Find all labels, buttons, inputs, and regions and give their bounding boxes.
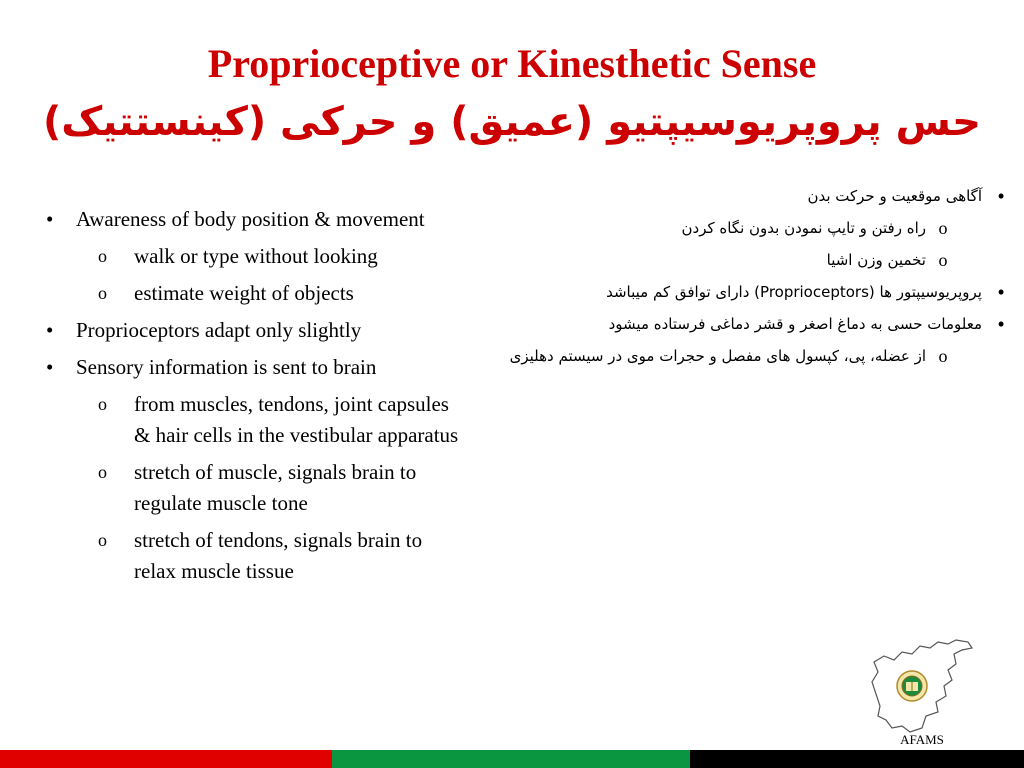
organization-label: AFAMS	[900, 732, 944, 747]
list-item-text: معلومات حسی به دماغ اصغر و قشر دماغی فرستاده میشود	[608, 315, 982, 333]
bullet-icon: •	[46, 355, 54, 379]
english-bullet-list	[40, 204, 465, 593]
sub-bullet-icon: o	[938, 346, 948, 366]
bullet-icon: •	[997, 280, 1005, 304]
sub-list-item	[486, 247, 960, 274]
list-item-text: پروپریوسیپتور ها (Proprioceptors) دارای توافق کم میباشد	[606, 283, 982, 301]
bullet-icon: •	[46, 318, 54, 342]
sub-list-item	[486, 343, 960, 370]
list-item-text: Proprioceptors adapt only slightly	[76, 318, 362, 342]
list-item-text: راه رفتن و تایپ نمودن بدون نگاه کردن	[681, 219, 926, 237]
flag-band-green	[332, 750, 690, 768]
list-item	[486, 279, 1020, 306]
list-item-text: آگاهی موقعیت و حرکت بدن	[807, 187, 982, 205]
sub-list-item	[92, 278, 465, 309]
slide-title-persian: حس پروپریوسیپتیو (عمیق) و حرکی (کینستتیک)	[42, 99, 981, 145]
bullet-icon: •	[997, 312, 1005, 336]
list-item	[40, 352, 465, 383]
sub-bullet-icon: o	[98, 246, 107, 266]
sub-bullet-icon: o	[98, 462, 107, 482]
list-item-text: Sensory information is sent to brain	[76, 355, 377, 379]
list-item-text: estimate weight of objects	[134, 281, 354, 305]
list-item-text: از عضله، پی، کپسول های مفصل و حجرات موی در سیستم دهلیزی	[509, 347, 926, 365]
sub-bullet-icon: o	[98, 283, 107, 303]
bullet-icon: •	[46, 207, 54, 231]
bullet-icon: •	[997, 184, 1005, 208]
sub-list-item	[92, 241, 465, 272]
map-outline-icon	[868, 636, 976, 736]
sub-bullet-icon: o	[938, 250, 948, 270]
sub-list-item	[92, 457, 465, 519]
list-item	[40, 204, 465, 235]
flag-band-black	[690, 750, 1024, 768]
sub-bullet-icon: o	[98, 530, 107, 550]
sub-list-item	[92, 389, 465, 451]
sub-list-item	[486, 215, 960, 242]
flag-band-red	[0, 750, 332, 768]
list-item	[40, 315, 465, 346]
list-item-text: from muscles, tendons, joint capsules & hair cells in the vestibular apparatus	[134, 392, 459, 447]
sub-bullet-icon: o	[98, 394, 107, 414]
list-item-text: تخمین وزن اشیا	[826, 251, 926, 269]
list-item-text: Awareness of body position & movement	[76, 207, 425, 231]
list-item-text: stretch of tendons, signals brain to relax muscle tissue	[134, 528, 423, 583]
list-item	[486, 311, 1020, 338]
sub-bullet-icon: o	[938, 218, 948, 238]
sub-list-item	[92, 525, 465, 587]
slide-title-english: Proprioceptive or Kinesthetic Sense	[207, 41, 817, 86]
list-item	[486, 183, 1020, 210]
list-item-text: walk or type without looking	[134, 244, 378, 268]
persian-bullet-list	[486, 183, 1020, 375]
list-item-text: stretch of muscle, signals brain to regulate muscle tone	[134, 460, 417, 515]
